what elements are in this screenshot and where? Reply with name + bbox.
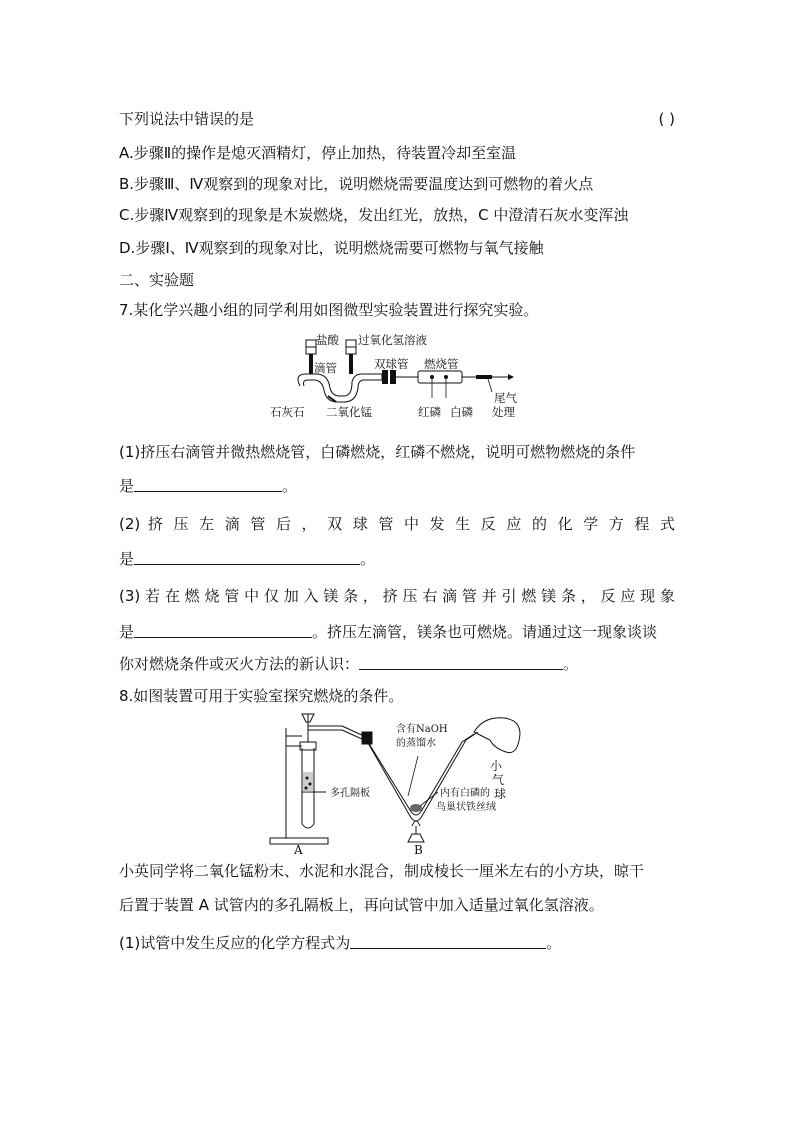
q7-part3-middle: 。挤压左滴管，镁条也可燃烧。请通过这一现象谈谈 [312, 623, 658, 641]
answer-blank-q7-2[interactable] [134, 549, 360, 565]
label-balloon-3: 球 [494, 787, 507, 801]
q7-stem: 7.某化学兴趣小组的同学利用如图微型实验装置进行探究实验。 [119, 301, 539, 319]
q7-part3-line2 [119, 622, 675, 642]
label-red-phosphorus: 红磷 [418, 405, 441, 419]
label-naoh-2: 的蒸馏水 [396, 738, 436, 749]
label-tail-gas-2: 处理 [492, 405, 515, 419]
answer-blank-q7-1[interactable] [134, 476, 282, 492]
q7-apparatus-figure [270, 330, 530, 422]
label-combustion-tube: 燃烧管 [424, 357, 459, 371]
q6-stem: 下列说法中错误的是 [119, 110, 255, 128]
q6-option-d: D.步骤Ⅰ、Ⅳ观察到的现象对比，说明燃烧需要可燃物与氧气接触 [119, 239, 544, 257]
label-h2o2: 过氧化氢溶液 [358, 333, 427, 347]
label-tail-gas-1: 尾气 [494, 391, 517, 405]
label-balloon-2: 气 [492, 773, 505, 787]
q7-part2-prefix: 是 [119, 550, 135, 568]
q8-apparatus-figure [268, 712, 528, 854]
q6-stem-line [119, 109, 675, 129]
q8-part1-line [119, 933, 675, 953]
label-apparatus-a: A [294, 843, 303, 854]
q7-part1-prefix: 是 [119, 477, 135, 495]
q7-part1-end: 。 [282, 477, 298, 495]
q7-part3-prefix: 是 [119, 623, 135, 641]
label-dropper: 滴管 [314, 361, 337, 375]
q8-paragraph-line1: 小英同学将二氧化锰粉末、水泥和水混合，制成棱长一厘米左右的小方块，晾干 [119, 862, 645, 880]
q8-part1-prompt: (1)试管中发生反应的化学方程式为 [119, 934, 351, 952]
section-title: 二、实验题 [119, 271, 195, 289]
answer-paren: ( ) [658, 110, 675, 128]
q8-stem: 8.如图装置可用于实验室探究燃烧的条件。 [119, 687, 404, 705]
label-naoh-1: 含有NaOH [396, 724, 448, 735]
answer-blank-q8-1[interactable] [350, 933, 546, 949]
label-hcl: 盐酸 [316, 333, 339, 347]
label-white-phosphorus: 白磷 [450, 405, 473, 419]
label-balloon-1: 小 [490, 759, 503, 773]
label-limestone: 石灰石 [270, 405, 305, 419]
q7-part1-line2 [119, 476, 675, 496]
q6-option-b: B.步骤Ⅲ、Ⅳ观察到的现象对比，说明燃烧需要温度达到可燃物的着火点 [119, 175, 594, 193]
q7-part2-end: 。 [360, 550, 376, 568]
q7-part2-line2 [119, 549, 675, 569]
q7-part3-line1: (3)若在燃烧管中仅加入镁条，挤压右滴管并引燃镁条，反应现象 [119, 587, 675, 605]
answer-blank-q7-3b[interactable] [359, 654, 563, 670]
label-apparatus-b: B [414, 843, 423, 854]
label-porous-plate: 多孔隔板 [330, 788, 370, 799]
q7-part3-line3 [119, 654, 675, 674]
answer-blank-q7-3a[interactable] [134, 622, 312, 638]
q8-part1-end: 。 [546, 934, 562, 952]
label-wool-2: 鸟巢状铁丝绒 [436, 802, 496, 813]
label-wool-1: 内有白磷的 [440, 788, 490, 799]
q7-part3-prompt: 你对燃烧条件或灭火方法的新认识： [119, 655, 360, 673]
q6-option-c: C.步骤Ⅳ观察到的现象是木炭燃烧，发出红光，放热，C 中澄清石灰水变浑浊 [119, 206, 629, 224]
label-double-bulb: 双球管 [374, 357, 409, 371]
q7-part1-line1: (1)挤压右滴管并微热燃烧管，白磷燃烧，红磷不燃烧，说明可燃物燃烧的条件 [119, 443, 636, 461]
q7-part2-line1: (2) 挤 压 左 滴 管 后 ， 双 球 管 中 发 生 反 应 的 化 学 方 程 式 [119, 515, 675, 533]
q8-paragraph-line2: 后置于装置 A 试管内的多孔隔板上，再向试管中加入适量过氧化氢溶液。 [119, 896, 604, 914]
label-mno2: 二氧化锰 [326, 405, 372, 419]
q6-option-a: A.步骤Ⅱ的操作是熄灭酒精灯，停止加热，待装置冷却至室温 [119, 144, 517, 162]
q7-part3-end: 。 [563, 655, 579, 673]
